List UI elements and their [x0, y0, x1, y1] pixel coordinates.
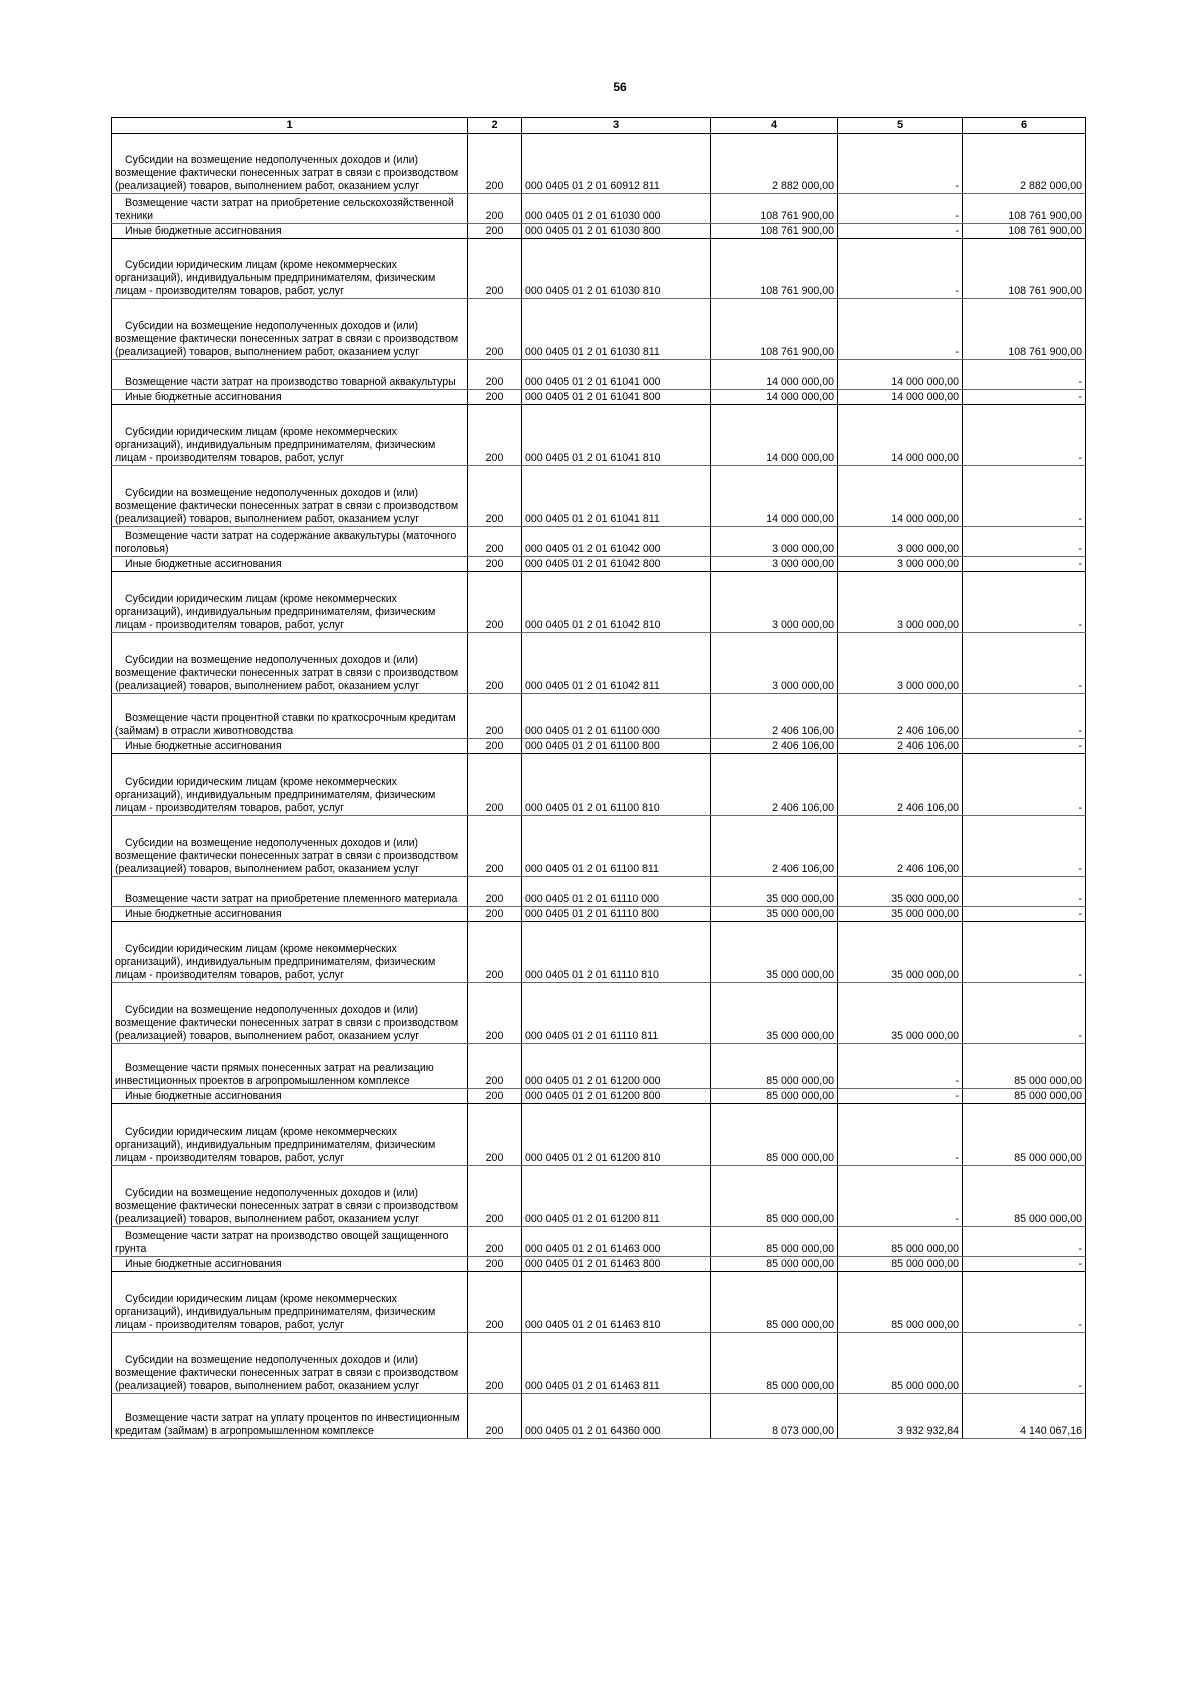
cell-amount-5: 14 000 000,00 [838, 360, 963, 390]
row-label: Субсидии на возмещение недополученных доходов и (или) возмещение фактически понесенных затрат в связи с производством (реализацией) товаров, выполнением работ, оказанием услуг [115, 837, 459, 876]
cell-amount-6: - [963, 877, 1086, 907]
cell-amount-6: - [963, 907, 1086, 922]
cell-amount-6: - [963, 633, 1086, 694]
cell-amount-4: 2 406 106,00 [711, 754, 838, 816]
cell-amount-4: 108 761 900,00 [711, 224, 838, 239]
cell-amount-5: - [838, 1044, 963, 1089]
cell-name [112, 299, 468, 360]
cell-code: 000 0405 01 2 01 61463 800 [522, 1257, 711, 1272]
row-label: Возмещение части затрат на уплату процентов по инвестиционным кредитам (займам) в агропромышленном комплексе [115, 1412, 460, 1438]
cell-name [112, 1272, 468, 1333]
row-label: Субсидии юридическим лицам (кроме некоммерческих организаций), индивидуальным предпринимателям, физическим лицам - производителям товаров, работ, услуг [115, 776, 436, 815]
table-row [112, 194, 1086, 224]
cell-amount-4: 3 000 000,00 [711, 633, 838, 694]
header-col-6: 6 [963, 118, 1086, 134]
cell-amount-5: - [838, 1166, 963, 1227]
cell-amount-6: - [963, 983, 1086, 1044]
cell-amount-5: 2 406 106,00 [838, 816, 963, 877]
cell-code: 000 0405 01 2 01 61463 811 [522, 1333, 711, 1394]
cell-name [112, 360, 468, 390]
table-row [112, 877, 1086, 907]
cell-type: 200 [468, 1044, 522, 1089]
cell-amount-4: 14 000 000,00 [711, 390, 838, 405]
cell-name [112, 239, 468, 299]
cell-amount-4: 2 882 000,00 [711, 134, 838, 194]
cell-type: 200 [468, 360, 522, 390]
cell-code: 000 0405 01 2 01 61200 800 [522, 1089, 711, 1104]
table-row [112, 299, 1086, 360]
cell-amount-4: 85 000 000,00 [711, 1166, 838, 1227]
cell-amount-6: - [963, 922, 1086, 983]
cell-amount-4: 85 000 000,00 [711, 1104, 838, 1166]
row-label: Субсидии на возмещение недополученных доходов и (или) возмещение фактически понесенных затрат в связи с производством (реализацией) товаров, выполнением работ, оказанием услуг [115, 654, 459, 693]
cell-amount-6: - [963, 1227, 1086, 1257]
cell-type: 200 [468, 1394, 522, 1439]
cell-amount-4: 35 000 000,00 [711, 877, 838, 907]
cell-name [112, 1394, 468, 1439]
row-label: Субсидии на возмещение недополученных доходов и (или) возмещение фактически понесенных затрат в связи с производством (реализацией) товаров, выполнением работ, оказанием услуг [115, 1354, 459, 1393]
cell-amount-5: 85 000 000,00 [838, 1227, 963, 1257]
header-col-3: 3 [522, 118, 711, 134]
cell-code: 000 0405 01 2 01 61042 000 [522, 527, 711, 557]
cell-name [112, 694, 468, 739]
cell-amount-6: - [963, 816, 1086, 877]
cell-amount-6: - [963, 1333, 1086, 1394]
cell-amount-4: 85 000 000,00 [711, 1044, 838, 1089]
table-row [112, 1257, 1086, 1272]
cell-name [112, 557, 468, 572]
cell-amount-4: 14 000 000,00 [711, 405, 838, 466]
row-label: Субсидии юридическим лицам (кроме некоммерческих организаций), индивидуальным предпринимателям, физическим лицам - производителям товаров, работ, услуг [115, 1126, 436, 1165]
cell-amount-4: 85 000 000,00 [711, 1227, 838, 1257]
table-row [112, 1089, 1086, 1104]
cell-amount-4: 3 000 000,00 [711, 557, 838, 572]
cell-code: 000 0405 01 2 01 61042 811 [522, 633, 711, 694]
table-row [112, 816, 1086, 877]
cell-type: 200 [468, 877, 522, 907]
cell-amount-5: - [838, 239, 963, 299]
cell-name [112, 134, 468, 194]
cell-code: 000 0405 01 2 01 61100 811 [522, 816, 711, 877]
cell-type: 200 [468, 633, 522, 694]
table-row [112, 239, 1086, 299]
table-row [112, 557, 1086, 572]
table-row [112, 922, 1086, 983]
cell-amount-6: - [963, 360, 1086, 390]
cell-amount-6: 108 761 900,00 [963, 194, 1086, 224]
cell-amount-4: 35 000 000,00 [711, 907, 838, 922]
cell-amount-6: - [963, 557, 1086, 572]
cell-code: 000 0405 01 2 01 61042 810 [522, 572, 711, 633]
cell-type: 200 [468, 754, 522, 816]
table-row [112, 1227, 1086, 1257]
cell-type: 200 [468, 1227, 522, 1257]
table-row [112, 633, 1086, 694]
row-label: Субсидии юридическим лицам (кроме некоммерческих организаций), индивидуальным предпринимателям, физическим лицам - производителям товаров, работ, услуг [115, 943, 436, 982]
cell-amount-6: 85 000 000,00 [963, 1104, 1086, 1166]
cell-code: 000 0405 01 2 01 61110 811 [522, 983, 711, 1044]
row-label: Субсидии юридическим лицам (кроме некоммерческих организаций), индивидуальным предпринимателям, физическим лицам - производителям товаров, работ, услуг [115, 426, 436, 465]
row-label: Субсидии на возмещение недополученных доходов и (или) возмещение фактически понесенных затрат в связи с производством (реализацией) товаров, выполнением работ, оказанием услуг [115, 487, 459, 526]
cell-amount-5: 85 000 000,00 [838, 1333, 963, 1394]
cell-type: 200 [468, 299, 522, 360]
cell-amount-6: 4 140 067,16 [963, 1394, 1086, 1439]
cell-name [112, 527, 468, 557]
cell-code: 000 0405 01 2 01 61030 810 [522, 239, 711, 299]
cell-type: 200 [468, 390, 522, 405]
cell-code: 000 0405 01 2 01 64360 000 [522, 1394, 711, 1439]
cell-type: 200 [468, 405, 522, 466]
cell-type: 200 [468, 134, 522, 194]
cell-type: 200 [468, 922, 522, 983]
cell-name [112, 816, 468, 877]
cell-amount-6: - [963, 694, 1086, 739]
cell-code: 000 0405 01 2 01 60912 811 [522, 134, 711, 194]
row-label: Субсидии на возмещение недополученных доходов и (или) возмещение фактически понесенных затрат в связи с производством (реализацией) товаров, выполнением работ, оказанием услуг [115, 1187, 459, 1226]
cell-amount-5: 35 000 000,00 [838, 983, 963, 1044]
row-label: Субсидии юридическим лицам (кроме некоммерческих организаций), индивидуальным предпринимателям, физическим лицам - производителям товаров, работ, услуг [115, 259, 436, 298]
cell-code: 000 0405 01 2 01 61200 811 [522, 1166, 711, 1227]
row-label: Иные бюджетные ассигнования [125, 225, 282, 238]
table-row [112, 1044, 1086, 1089]
cell-name [112, 466, 468, 527]
cell-code: 000 0405 01 2 01 61030 811 [522, 299, 711, 360]
cell-name [112, 1104, 468, 1166]
cell-name [112, 224, 468, 239]
cell-amount-6: - [963, 466, 1086, 527]
row-label: Субсидии на возмещение недополученных доходов и (или) возмещение фактически понесенных затрат в связи с производством (реализацией) товаров, выполнением работ, оказанием услуг [115, 154, 459, 193]
cell-type: 200 [468, 739, 522, 754]
cell-type: 200 [468, 816, 522, 877]
cell-amount-5: 3 000 000,00 [838, 527, 963, 557]
table-row [112, 527, 1086, 557]
cell-name [112, 877, 468, 907]
cell-type: 200 [468, 466, 522, 527]
cell-amount-6: 85 000 000,00 [963, 1044, 1086, 1089]
cell-amount-4: 8 073 000,00 [711, 1394, 838, 1439]
table-row [112, 907, 1086, 922]
header-col-1: 1 [112, 118, 468, 134]
cell-type: 200 [468, 239, 522, 299]
cell-amount-5: 2 406 106,00 [838, 754, 963, 816]
cell-amount-6: - [963, 739, 1086, 754]
cell-amount-6: 85 000 000,00 [963, 1166, 1086, 1227]
cell-amount-6: - [963, 1272, 1086, 1333]
cell-type: 200 [468, 694, 522, 739]
row-label: Иные бюджетные ассигнования [125, 740, 282, 753]
table-row [112, 1272, 1086, 1333]
cell-code: 000 0405 01 2 01 61463 000 [522, 1227, 711, 1257]
table-row [112, 1104, 1086, 1166]
cell-code: 000 0405 01 2 01 61041 000 [522, 360, 711, 390]
cell-amount-5: 3 000 000,00 [838, 557, 963, 572]
row-label: Иные бюджетные ассигнования [125, 391, 282, 404]
cell-amount-6: 2 882 000,00 [963, 134, 1086, 194]
cell-amount-4: 2 406 106,00 [711, 694, 838, 739]
cell-amount-4: 3 000 000,00 [711, 527, 838, 557]
cell-name [112, 739, 468, 754]
cell-type: 200 [468, 1089, 522, 1104]
table-row [112, 360, 1086, 390]
cell-amount-5: - [838, 134, 963, 194]
cell-amount-4: 2 406 106,00 [711, 816, 838, 877]
cell-amount-6: - [963, 754, 1086, 816]
cell-type: 200 [468, 572, 522, 633]
cell-amount-6: - [963, 1257, 1086, 1272]
row-label: Субсидии на возмещение недополученных доходов и (или) возмещение фактически понесенных затрат в связи с производством (реализацией) товаров, выполнением работ, оказанием услуг [115, 320, 459, 359]
cell-name [112, 194, 468, 224]
cell-amount-6: 108 761 900,00 [963, 299, 1086, 360]
header-col-5: 5 [838, 118, 963, 134]
table-row [112, 1166, 1086, 1227]
table-header [112, 118, 1086, 134]
table-row [112, 390, 1086, 405]
cell-code: 000 0405 01 2 01 61041 800 [522, 390, 711, 405]
cell-code: 000 0405 01 2 01 61030 000 [522, 194, 711, 224]
cell-code: 000 0405 01 2 01 61110 800 [522, 907, 711, 922]
cell-amount-4: 108 761 900,00 [711, 299, 838, 360]
header-col-2: 2 [468, 118, 522, 134]
row-label: Иные бюджетные ассигнования [125, 908, 282, 921]
cell-amount-4: 2 406 106,00 [711, 739, 838, 754]
cell-amount-5: - [838, 224, 963, 239]
cell-name [112, 1257, 468, 1272]
header-col-4: 4 [711, 118, 838, 134]
table-row [112, 134, 1086, 194]
cell-amount-5: 14 000 000,00 [838, 405, 963, 466]
row-label: Иные бюджетные ассигнования [125, 1258, 282, 1271]
cell-amount-5: 35 000 000,00 [838, 907, 963, 922]
cell-amount-6: - [963, 390, 1086, 405]
table-row [112, 1394, 1086, 1439]
table-row [112, 466, 1086, 527]
cell-amount-4: 14 000 000,00 [711, 360, 838, 390]
cell-name [112, 1089, 468, 1104]
row-label: Возмещение части процентной ставки по краткосрочным кредитам (займам) в отрасли животноводства [115, 712, 456, 738]
cell-name [112, 1227, 468, 1257]
cell-type: 200 [468, 527, 522, 557]
page-number: 56 [613, 80, 627, 94]
cell-type: 200 [468, 983, 522, 1044]
cell-name [112, 390, 468, 405]
table-row [112, 572, 1086, 633]
row-label: Субсидии на возмещение недополученных доходов и (или) возмещение фактически понесенных затрат в связи с производством (реализацией) товаров, выполнением работ, оказанием услуг [115, 1004, 459, 1043]
cell-type: 200 [468, 194, 522, 224]
table-row [112, 224, 1086, 239]
header-row [112, 118, 1086, 134]
cell-amount-5: 3 000 000,00 [838, 572, 963, 633]
cell-name [112, 1044, 468, 1089]
cell-name [112, 983, 468, 1044]
cell-amount-6: - [963, 405, 1086, 466]
budget-table [111, 117, 1086, 1439]
cell-amount-5: 35 000 000,00 [838, 922, 963, 983]
cell-name [112, 405, 468, 466]
cell-type: 200 [468, 224, 522, 239]
cell-name [112, 1166, 468, 1227]
cell-code: 000 0405 01 2 01 61041 810 [522, 405, 711, 466]
table-body [112, 134, 1086, 1439]
row-label: Субсидии юридическим лицам (кроме некоммерческих организаций), индивидуальным предпринимателям, физическим лицам - производителям товаров, работ, услуг [115, 593, 436, 632]
cell-name [112, 572, 468, 633]
cell-amount-4: 35 000 000,00 [711, 983, 838, 1044]
cell-amount-6: 85 000 000,00 [963, 1089, 1086, 1104]
cell-amount-5: 2 406 106,00 [838, 739, 963, 754]
cell-amount-5: - [838, 1104, 963, 1166]
cell-type: 200 [468, 1272, 522, 1333]
cell-type: 200 [468, 1333, 522, 1394]
cell-type: 200 [468, 1257, 522, 1272]
cell-amount-5: 3 000 000,00 [838, 633, 963, 694]
cell-amount-5: 35 000 000,00 [838, 877, 963, 907]
row-label: Возмещение части затрат на содержание аквакультуры (маточного поголовья) [115, 530, 457, 556]
cell-amount-4: 85 000 000,00 [711, 1272, 838, 1333]
cell-amount-4: 108 761 900,00 [711, 194, 838, 224]
table-row [112, 739, 1086, 754]
cell-code: 000 0405 01 2 01 61110 810 [522, 922, 711, 983]
cell-amount-5: - [838, 299, 963, 360]
cell-amount-5: - [838, 1089, 963, 1104]
table-row [112, 754, 1086, 816]
cell-name [112, 1333, 468, 1394]
row-label: Возмещение части затрат на приобретение племенного материала [125, 893, 458, 906]
cell-code: 000 0405 01 2 01 61042 800 [522, 557, 711, 572]
row-label: Возмещение части затрат на производство товарной аквакультуры [125, 376, 456, 389]
row-label: Иные бюджетные ассигнования [125, 558, 282, 571]
cell-amount-5: 3 932 932,84 [838, 1394, 963, 1439]
cell-amount-4: 85 000 000,00 [711, 1089, 838, 1104]
table-row [112, 1333, 1086, 1394]
cell-amount-6: - [963, 527, 1086, 557]
cell-type: 200 [468, 557, 522, 572]
cell-amount-6: 108 761 900,00 [963, 239, 1086, 299]
cell-code: 000 0405 01 2 01 61100 000 [522, 694, 711, 739]
row-label: Возмещение части затрат на приобретение сельскохозяйственной техники [115, 197, 454, 223]
table-row [112, 983, 1086, 1044]
row-label: Иные бюджетные ассигнования [125, 1090, 282, 1103]
cell-type: 200 [468, 1166, 522, 1227]
cell-amount-5: 85 000 000,00 [838, 1257, 963, 1272]
cell-amount-5: - [838, 194, 963, 224]
cell-name [112, 922, 468, 983]
cell-amount-6: 108 761 900,00 [963, 224, 1086, 239]
cell-name [112, 907, 468, 922]
cell-amount-4: 108 761 900,00 [711, 239, 838, 299]
cell-code: 000 0405 01 2 01 61110 000 [522, 877, 711, 907]
cell-amount-4: 3 000 000,00 [711, 572, 838, 633]
cell-amount-4: 85 000 000,00 [711, 1257, 838, 1272]
cell-code: 000 0405 01 2 01 61200 000 [522, 1044, 711, 1089]
row-label: Возмещение части прямых понесенных затрат на реализацию инвестиционных проектов в агропромышленном комплексе [115, 1062, 434, 1088]
cell-amount-4: 35 000 000,00 [711, 922, 838, 983]
cell-name [112, 633, 468, 694]
cell-code: 000 0405 01 2 01 61463 810 [522, 1272, 711, 1333]
row-label: Субсидии юридическим лицам (кроме некоммерческих организаций), индивидуальным предпринимателям, физическим лицам - производителям товаров, работ, услуг [115, 1293, 436, 1332]
cell-code: 000 0405 01 2 01 61100 800 [522, 739, 711, 754]
table-row [112, 405, 1086, 466]
cell-code: 000 0405 01 2 01 61100 810 [522, 754, 711, 816]
cell-amount-4: 14 000 000,00 [711, 466, 838, 527]
cell-amount-6: - [963, 572, 1086, 633]
cell-amount-4: 85 000 000,00 [711, 1333, 838, 1394]
cell-type: 200 [468, 907, 522, 922]
cell-code: 000 0405 01 2 01 61041 811 [522, 466, 711, 527]
cell-name [112, 754, 468, 816]
cell-amount-5: 14 000 000,00 [838, 390, 963, 405]
cell-code: 000 0405 01 2 01 61030 800 [522, 224, 711, 239]
cell-amount-5: 85 000 000,00 [838, 1272, 963, 1333]
cell-amount-5: 2 406 106,00 [838, 694, 963, 739]
table-row [112, 694, 1086, 739]
row-label: Возмещение части затрат на производство овощей защищенного грунта [115, 1230, 449, 1256]
cell-amount-5: 14 000 000,00 [838, 466, 963, 527]
cell-code: 000 0405 01 2 01 61200 810 [522, 1104, 711, 1166]
cell-type: 200 [468, 1104, 522, 1166]
